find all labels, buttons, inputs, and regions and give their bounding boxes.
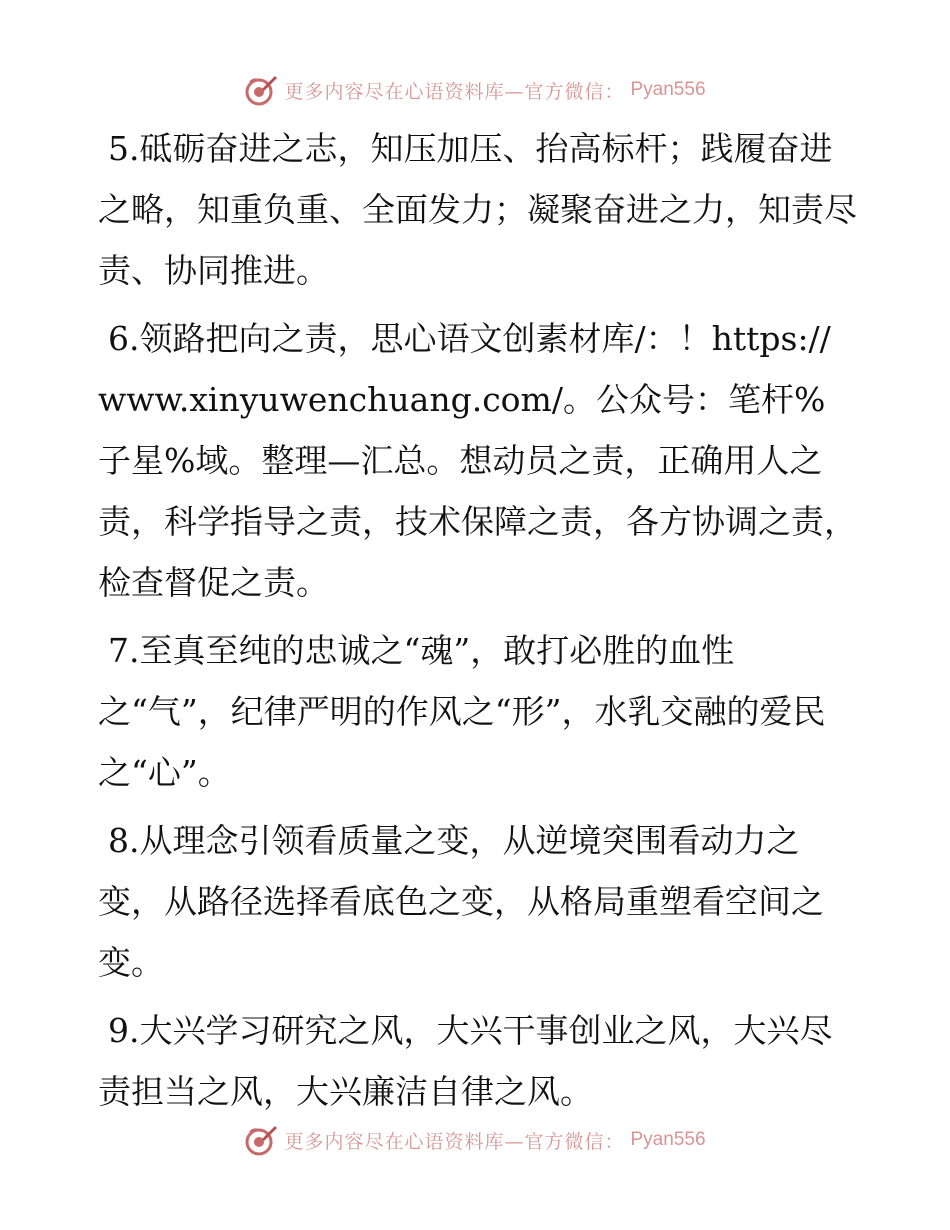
- pen-logo-icon: [244, 73, 278, 107]
- paragraph-5: 5.砥砺奋进之志，知压加压、抬高标杆；践履奋进之略，知重负重、全面发力；凝聚奋进之力，知责尽责、协同推进。: [98, 129, 857, 290]
- paragraph-8: 8.从理念引领看质量之变，从逆境突围看动力之变，从路径选择看底色之变，从格局重塑看空间之变。: [98, 821, 824, 982]
- pen-logo-icon: [244, 1123, 278, 1157]
- footer-banner: [0, 1120, 950, 1160]
- header-banner-text: 更多内容尽在心语资料库—官方微信：: [284, 80, 625, 103]
- paragraph-6: 6.领路把向之责，思心语文创素材库/：！https://www.xinyuwenchuang.com/。公众号：笔杆%子星%域。整理—汇总。想动员之责，正确用人之责，科学指导之责，技术保障之责，各方协调之责，检查督促之责。: [98, 319, 857, 602]
- header-banner: [0, 70, 950, 110]
- paragraph-9: 9.大兴学习研究之风，大兴干事创业之风，大兴尽责担当之风，大兴廉洁自律之风。: [98, 1011, 833, 1111]
- paragraph-7: 7.至真至纯的忠诚之“魂”，敢打必胜的血性之“气”，纪律严明的作风之“形”，水乳交融的爱民之“心”。: [98, 631, 826, 792]
- footer-banner-id: Pyan556: [630, 1129, 706, 1150]
- footer-banner-text: 更多内容尽在心语资料库—官方微信：: [284, 1130, 625, 1153]
- header-banner-id: Pyan556: [630, 79, 706, 100]
- document-body: [98, 118, 858, 1129]
